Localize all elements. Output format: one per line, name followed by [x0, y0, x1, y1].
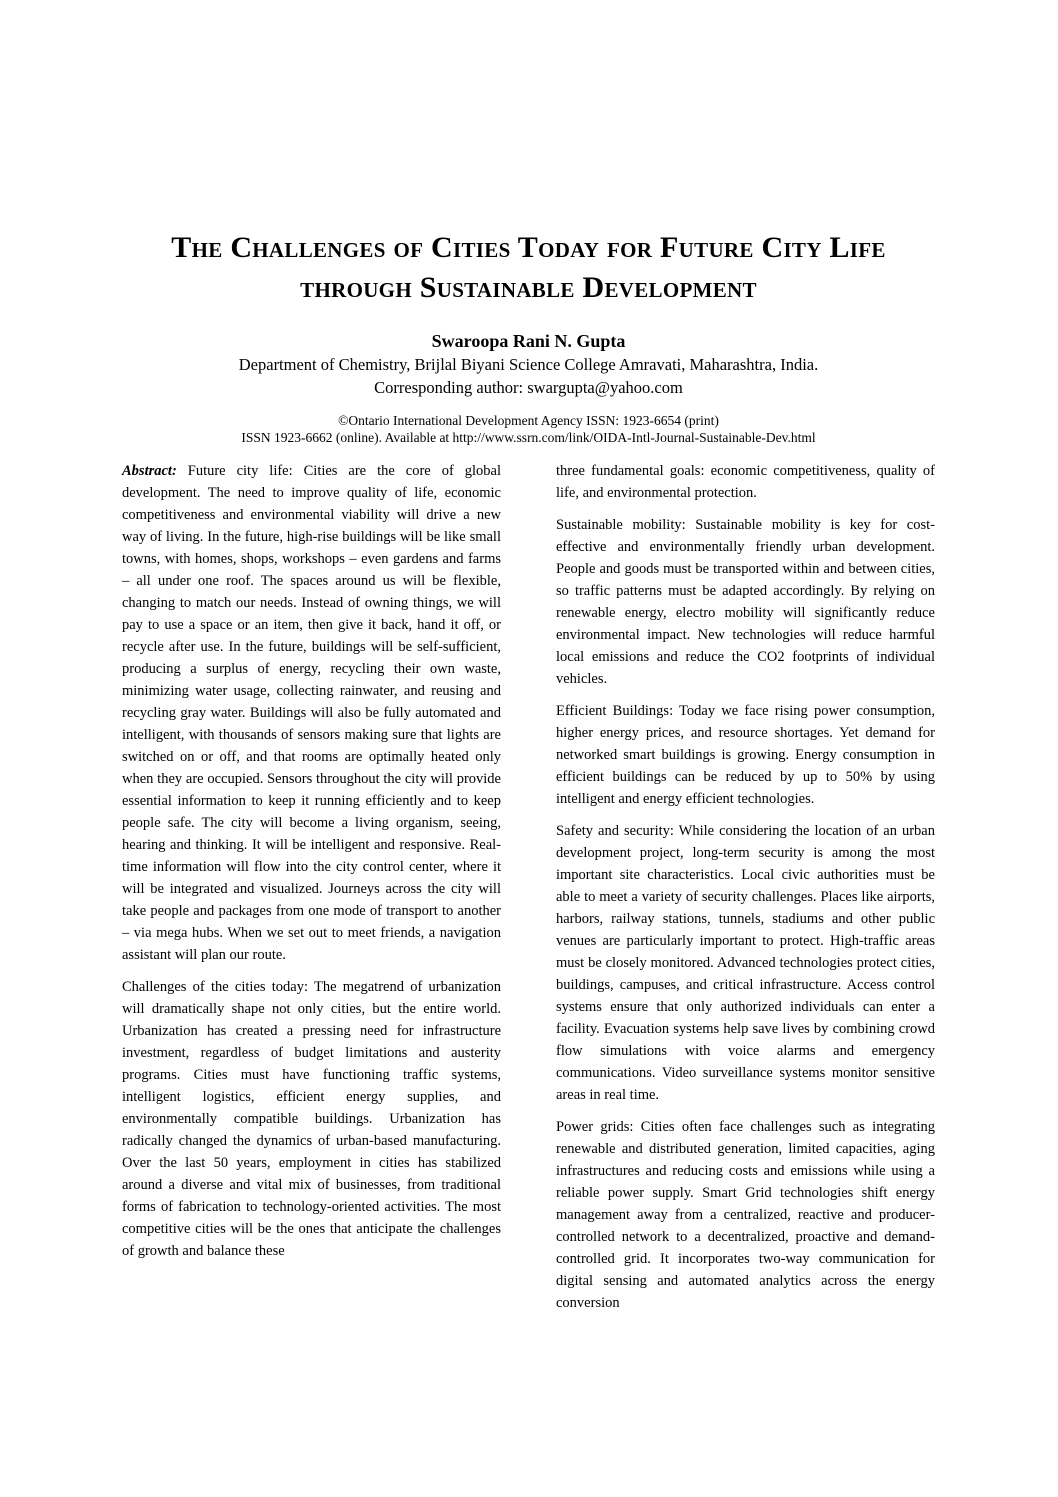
author-name: Swaroopa Rani N. Gupta — [431, 331, 626, 351]
paragraph-sustainable-mobility: Sustainable mobility: Sustainable mobility is key for cost-effective and environmentally friendly urban development. People and goods must be transported within and between cities, so traffic patterns must be adapted accordingly. By relying on renewable energy, electro mobility will significantly reduce environmental impact. New technologies will reduce harmful local emissions and reduce the CO2 footprints of individual vehicles. — [556, 517, 935, 687]
paragraph-challenges: Challenges of the cities today: The megatrend of urbanization will dramatically shape not only cities, but the entire world. Urbanization has created a pressing need for infrastructure investment, regardless of budget limitations and austerity programs. Cities must have functioning traffic systems, intelligent logistics, efficient energy supplies, and environmentally compatible buildings. Urbanization has radically changed the dynamics of urban-based manufacturing. Over the last 50 years, employment in cities has stabilized around a diverse and vital mix of businesses, from traditional forms of fabrication to technology-oriented activities. The most competitive cities will be the ones that anticipate the challenges of growth and balance these — [122, 979, 501, 1259]
author-affiliation: Department of Chemistry, Brijlal Biyani Science College Amravati, Maharashtra, India. — [238, 355, 819, 374]
issn-print-line: ©Ontario International Development Agency ISSN: 1923-6654 (print) — [338, 413, 719, 428]
two-column-body — [122, 460, 935, 1324]
paper-title — [122, 228, 935, 308]
paragraph-continuation: three fundamental goals: economic competitiveness, quality of life, and environmental protection. — [556, 463, 935, 501]
paragraph-power-grids: Power grids: Cities often face challenges such as integrating renewable and distributed generation, limited capacities, aging infrastructures and reducing costs and emissions while using a reliable power supply. Smart Grid technologies shift energy management away from a centralized, reactive and producer-controlled network to a decentralized, proactive and demand-controlled grid. It incorporates two-way communication for digital sensing and automated analytics across the energy conversion — [556, 1119, 935, 1311]
abstract-text: Future city life: Cities are the core of global development. The need to improve quality of life, economic competitiveness and environmental viability will drive a new way of living. In the future, high-rise buildings will be like small towns, with homes, shops, workshops – even gardens and farms – all under one roof. The spaces around us will be flexible, changing to match our needs. Instead of owning things, we will pay to use a space or an item, then give it back, hand it off, or recycle after use. In the future, buildings will be self-sufficient, producing a surplus of energy, recycling their own waste, minimizing water usage, collecting rainwater, and reusing and recycling gray water. Buildings will also be fully automated and intelligent, with thousands of sensors making sure that lights are switched on or off, and that rooms are optimally heated only when they are occupied. Sensors throughout the city will provide essential information to keep it running efficiently and to keep people safe. The city will become a living organism, seeing, hearing and thinking. It will be intelligent and responsive. Real-time information will flow into the city control center, where it will be integrated and visualized. Journeys across the city will take people and packages from one mode of transport to another – via mega hubs. When we set out to meet friends, a navigation assistant will plan our route. — [122, 463, 501, 963]
publisher-info — [122, 412, 935, 446]
paragraph-efficient-buildings: Efficient Buildings: Today we face rising power consumption, higher energy prices, and resource shortages. Yet demand for networked smart buildings is growing. Energy consumption in efficient buildings can be reduced by up to 50% by using intelligent and energy efficient technologies. — [556, 703, 935, 807]
right-column — [556, 460, 935, 1324]
left-column — [122, 460, 501, 1324]
paper-title-line1: The Challenges of Cities Today for Future City Life — [171, 231, 886, 264]
paper-title-line2: through Sustainable Development — [300, 271, 757, 304]
issn-online-line: ISSN 1923-6662 (online). Available at http://www.ssrn.com/link/OIDA-Intl-Journal-Sustainable-Dev.html — [241, 430, 816, 445]
paragraph-safety-security: Safety and security: While considering the location of an urban development project, long-term security is among the most important site characteristics. Local civic authorities must be able to meet a variety of security challenges. Places like airports, harbors, railway stations, tunnels, stadiums and other public venues are particularly important to protect. High-traffic areas must be closely monitored. Advanced technologies protect cities, buildings, campuses, and critical infrastructure. Access control systems ensure that only authorized individuals can enter a facility. Evacuation systems help save lives by combining crowd flow simulations with voice alarms and emergency communications. Video surveillance systems monitor sensitive areas in real time. — [556, 823, 935, 1103]
corresponding-author-line: Corresponding author: swargupta@yahoo.com — [374, 378, 683, 397]
abstract-paragraph — [122, 460, 501, 966]
abstract-label: Abstract: — [122, 463, 177, 479]
